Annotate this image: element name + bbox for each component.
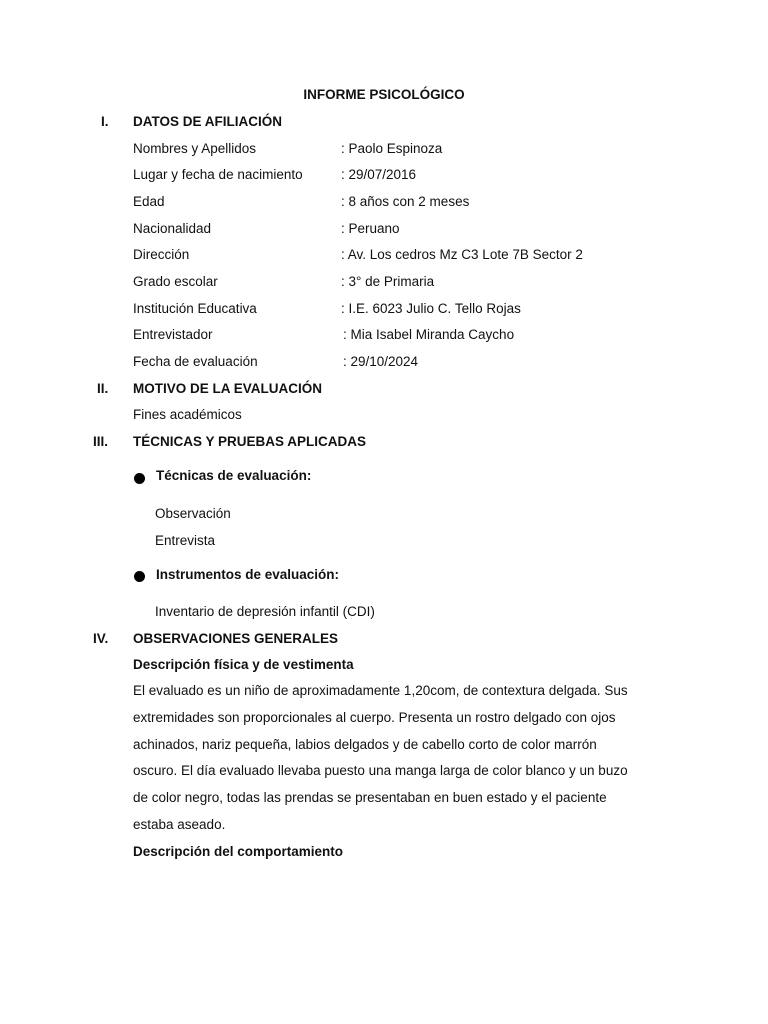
field-value: : 29/07/2016 [341,167,417,182]
field-value: : Mia Isabel Miranda Caycho [343,327,515,342]
field-label: Institución Educativa [133,301,257,316]
field-value: : 29/10/2024 [343,354,419,369]
paragraph-line: El evaluado es un niño de aproximadamente 1,20com, de contextura delgada. Sus [133,683,628,698]
section-1-heading: DATOS DE AFILIACIÓN [133,114,283,129]
field-label: Fecha de evaluación [133,354,258,369]
document-title: INFORME PSICOLÓGICO [303,87,465,102]
paragraph-line: achinados, nariz pequeña, labios delgados y de cabello corto de color marrón [133,736,597,752]
section-1-number: I. [101,114,109,129]
field-label: Entrevistador [133,327,213,342]
section-2-number: II. [97,381,109,396]
field-label: Grado escolar [133,274,218,289]
field-value: : Paolo Espinoza [341,141,443,156]
evaluation-reason: Fines académicos [133,407,242,422]
field-label: Dirección [133,247,190,262]
field-label: Nacionalidad [133,221,212,236]
technique-item: Entrevista [155,533,216,548]
field-value: : 8 años con 2 meses [341,194,470,209]
subheading-behavior-description: Descripción del comportamiento [133,844,344,859]
field-value: : I.E. 6023 Julio C. Tello Rojas [341,301,521,316]
section-2-heading: MOTIVO DE LA EVALUACIÓN [133,381,322,396]
subheading-physical-description: Descripción física y de vestimenta [133,657,354,672]
instrument-item: Inventario de depresión infantil (CDI) [155,604,375,619]
paragraph-line: extremidades son proporcionales al cuerpo. Presenta un rostro delgado con ojos [133,709,616,725]
field-label: Lugar y fecha de nacimiento [133,167,303,182]
paragraph-line: de color negro, todas las prendas se presentaban en buen estado y el paciente [133,790,607,806]
bullet-icon [134,571,145,582]
techniques-heading: Técnicas de evaluación: [156,468,312,483]
section-3-number: III. [93,434,109,449]
paragraph-line: estaba aseado. [133,816,226,832]
technique-item: Observación [155,506,231,521]
section-4-number: IV. [93,631,109,646]
field-label: Nombres y Apellidos [133,141,257,156]
section-4-heading: OBSERVACIONES GENERALES [133,631,339,646]
instruments-heading: Instrumentos de evaluación: [156,567,340,582]
field-value: : Av. Los cedros Mz C3 Lote 7B Sector 2 [341,247,583,262]
field-value: : 3° de Primaria [341,274,435,289]
bullet-icon [134,473,145,484]
field-value: : Peruano [341,221,400,236]
physical-description-paragraph [133,678,663,839]
paragraph-line: oscuro. El día evaluado llevaba puesto una manga larga de color blanco y un buzo [133,763,628,779]
field-label: Edad [133,194,165,209]
section-3-heading: TÉCNICAS Y PRUEBAS APLICADAS [133,434,367,449]
